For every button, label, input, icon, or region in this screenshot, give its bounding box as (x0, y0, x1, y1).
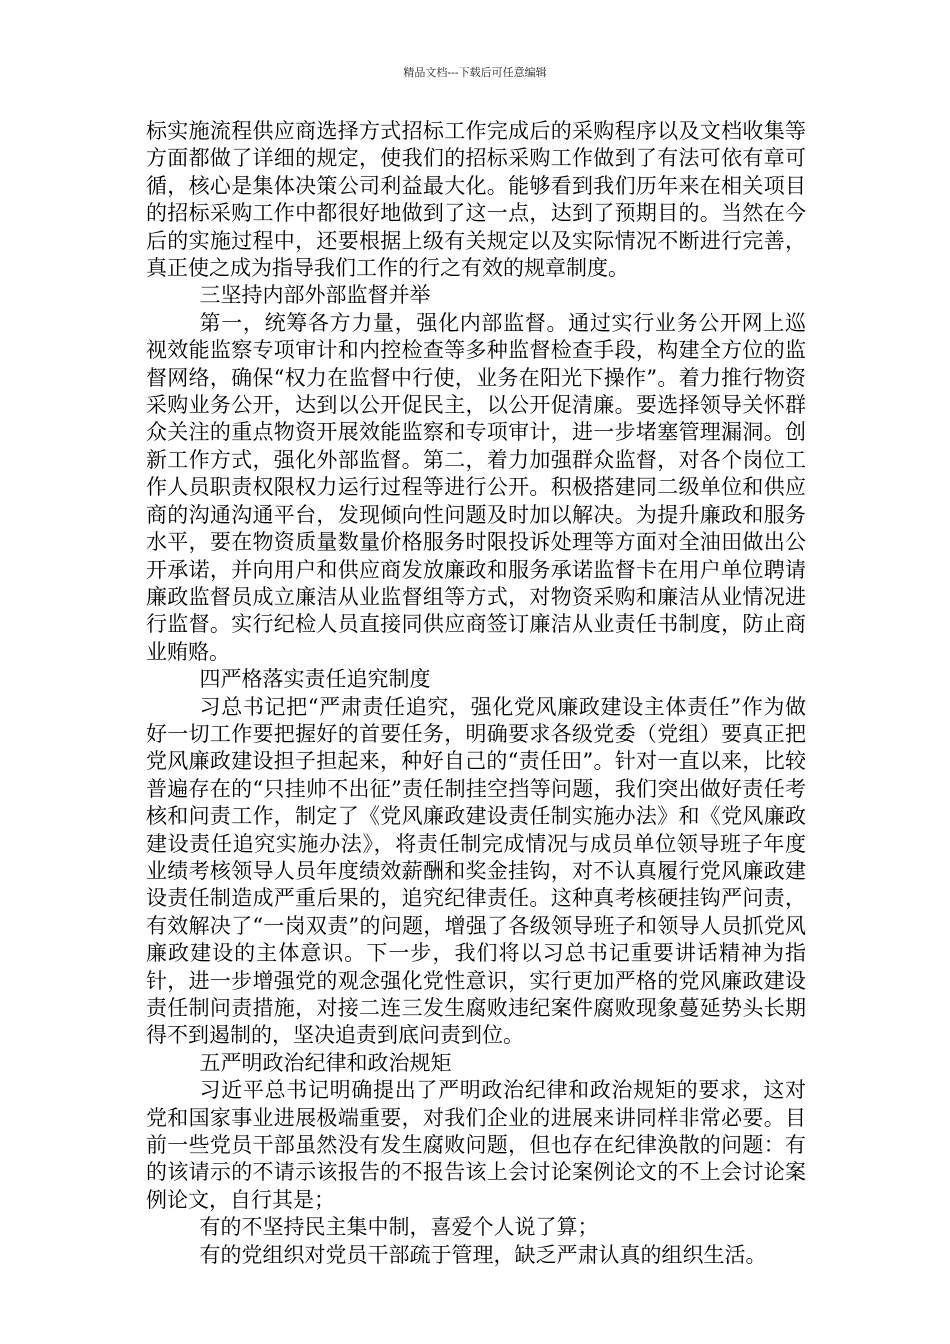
section-heading: 三坚持内部外部监督并举 (199, 283, 431, 308)
document-body (146, 118, 806, 1269)
paragraph: 习近平总书记明确提出了严明政治纪律和政治规矩的要求，这对党和国家事业进展极端重要，对我们企业的进展来讲同样非常必要。目前一些党员干部虽然没有发生腐败问题，但也存在纪律涣散的问题：有的该请示的不请示该报告的不报告该上会讨论案例论文的不上会讨论案例论文，自行其是； (146, 1078, 806, 1212)
section-heading: 四严格落实责任追究制度 (199, 667, 431, 692)
page-header: 精品文档---下载后可任意编辑 (403, 66, 547, 79)
paragraph: 有的党组织对党员干部疏于管理，缺乏严肃认真的组织生活。 (199, 1242, 767, 1267)
section-heading: 五严明政治纪律和政治规矩 (199, 1050, 452, 1075)
paragraph: 标实施流程供应商选择方式招标工作完成后的采购程序以及文档收集等方面都做了详细的规定，使我们的招标采购工作做到了有法可依有章可循，核心是集体决策公司利益最大化。能够看到我们历年来在相关项目的招标采购工作中都很好地做到了这一点，达到了预期目的。当然在今后的实施过程中，还要根据上级有关规定以及实际情况不断进行完善，真正使之成为指导我们工作的行之有效的规章制度。 (146, 119, 806, 281)
paragraph: 第一，统筹各方力量，强化内部监督。通过实行业务公开网上巡视效能监察专项审计和内控检查等多种监督检查手段，构建全方位的监督网络，确保“权力在监督中行使，业务在阳光下操作”。着力推行物资采购业务公开，达到以公开促民主，以公开促清廉。要选择领导关怀群众关注的重点物资开展效能监察和专项审计，进一步堵塞管理漏洞。创新工作方式，强化外部监督。第二，着力加强群众监督，对各个岗位工作人员职责权限权力运行过程等进行公开。积极搭建同二级单位和供应商的沟通沟通平台，发现倾向性问题及时加以解决。为提升廉政和服务水平，要在物资质量数量价格服务时限投诉处理等方面对全油田做出公开承诺，并向用户和供应商发放廉政和服务承诺监督卡在用户单位聘请廉政监督员成立廉洁从业监督组等方式，对物资采购和廉洁从业情况进行监督。实行纪检人员直接同供应商签订廉洁从业责任书制度，防止商业贿赂。 (146, 310, 806, 664)
paragraph: 习总书记把“严肃责任追究，强化党风廉政建设主体责任”作为做好一切工作要把握好的首要任务，明确要求各级党委（党组）要真正把党风廉政建设担子担起来，种好自己的“责任田”。针对一直以来，比较普遍存在的“只挂帅不出征”责任制挂空挡等问题，我们突出做好责任考核和问责工作，制定了《党风廉政建设责任制实施办法》和《党风廉政建设责任追究实施办法》，将责任制完成情况与成员单位领导班子年度业绩考核领导人员年度绩效薪酬和奖金挂钩，对不认真履行党风廉政建设责任制造成严重后果的，追究纪律责任。这种真考核硬挂钩严问责，有效解决了“一岗双责”的问题，增强了各级领导班子和领导人员抓党风廉政建设的主体意识。下一步，我们将以习总书记重要讲话精神为指针，进一步增强党的观念强化党性意识，实行更加严格的党风廉政建设责任制问责措施，对接二连三发生腐败违纪案件腐败现象蔓延势头长期得不到遏制的，坚决追责到底问责到位。 (146, 694, 806, 1048)
paragraph: 有的不坚持民主集中制，喜爱个人说了算； (199, 1215, 599, 1240)
